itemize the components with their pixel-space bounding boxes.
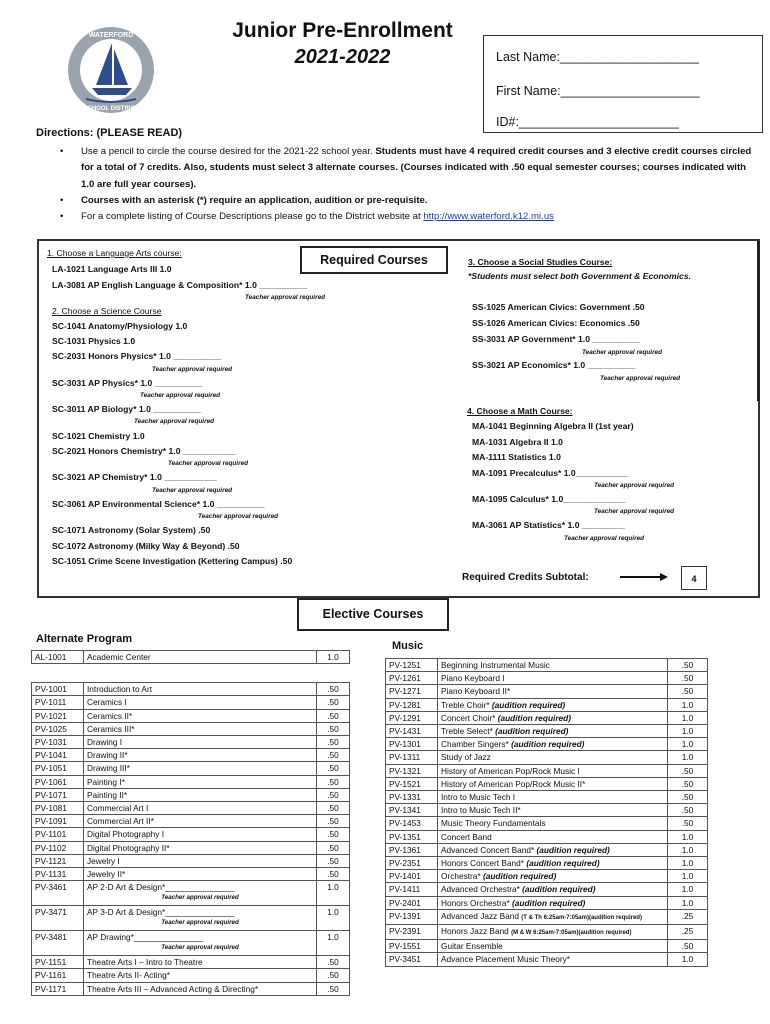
table-row[interactable]: PV-1301 Chamber Singers* (audition required) 1.0 bbox=[386, 738, 708, 751]
course-option[interactable]: MA-1091 Precalculus* 1.0___________ bbox=[472, 468, 629, 478]
table-row[interactable]: PV-1051 Drawing III* .50 bbox=[32, 762, 350, 775]
page-title: Junior Pre-Enrollment bbox=[232, 19, 453, 42]
last-name-field[interactable]: Last Name:____________________ bbox=[496, 50, 699, 64]
table-row[interactable]: PV-1391 Advanced Jazz Band (T & Th 6:25am-7:05am)(audition required) .25 bbox=[386, 909, 708, 924]
student-info-box bbox=[483, 35, 763, 133]
course-option[interactable]: SS-3031 AP Government* 1.0 __________ bbox=[472, 334, 641, 344]
list-item: • Courses with an asterisk (*) require an application, audition or pre-requisite. bbox=[60, 193, 760, 209]
table-row[interactable]: PV-1041 Drawing II* .50 bbox=[32, 749, 350, 762]
table-row[interactable]: PV-1071 Painting II* .50 bbox=[32, 788, 350, 801]
table-row[interactable]: PV-1551 Guitar Ensemble .50 bbox=[386, 940, 708, 953]
table-row[interactable]: PV-2391 Honors Jazz Band (M & W 6:25am-7:05am)(audition required) .25 bbox=[386, 925, 708, 940]
logo-text-top: WATERFORD bbox=[88, 32, 134, 39]
required-courses-header: Required Courses bbox=[300, 246, 448, 274]
approval-note: Teacher approval required bbox=[564, 535, 645, 542]
table-row[interactable]: PV-1521 History of American Pop/Rock Music II* .50 bbox=[386, 777, 708, 790]
table-row[interactable]: PV-1161 Theatre Arts II- Acting* .50 bbox=[32, 969, 350, 982]
table-row[interactable]: PV-1321 History of American Pop/Rock Music I .50 bbox=[386, 764, 708, 777]
course-option[interactable]: MA-1031 Algebra II 1.0 bbox=[472, 437, 563, 447]
approval-note: Teacher approval required bbox=[152, 366, 233, 373]
course-option[interactable]: LA-1021 Language Arts III 1.0 bbox=[52, 264, 172, 274]
approval-note: Teacher approval required bbox=[594, 482, 675, 489]
first-name-field[interactable]: First Name:____________________ bbox=[496, 84, 700, 98]
credits-subtotal-label: Required Credits Subtotal: bbox=[462, 572, 589, 583]
table-row[interactable]: PV-2401 Honors Orchestra* (audition required) 1.0 bbox=[386, 896, 708, 909]
table-row[interactable]: PV-1341 Intro to Music Tech II* .50 bbox=[386, 804, 708, 817]
table-row[interactable]: PV-1261 Piano Keyboard I .50 bbox=[386, 672, 708, 685]
la-title: 1. Choose a Language Arts course: bbox=[47, 248, 182, 258]
science-title: 2. Choose a Science Course bbox=[52, 306, 162, 316]
table-row[interactable]: PV-1025 Ceramics III* .50 bbox=[32, 722, 350, 735]
music-title: Music bbox=[392, 640, 424, 652]
approval-note: Teacher approval required bbox=[600, 375, 681, 382]
table-row[interactable]: PV-1031 Drawing I .50 bbox=[32, 736, 350, 749]
ss-note: *Students must select both Government & Economics. bbox=[468, 271, 692, 281]
table-row[interactable]: PV-1281 Treble Choir* (audition required) 1.0 bbox=[386, 698, 708, 711]
table-row[interactable]: PV-1401 Orchestra* (audition required) 1.0 bbox=[386, 870, 708, 883]
table-row[interactable]: PV-1361 Advanced Concert Band* (audition required) 1.0 bbox=[386, 843, 708, 856]
math-title: 4. Choose a Math Course: bbox=[467, 406, 573, 416]
table-row[interactable]: PV-1061 Painting I* .50 bbox=[32, 775, 350, 788]
course-option[interactable]: SC-2021 Honors Chemistry* 1.0 ___________ bbox=[52, 446, 236, 456]
course-option[interactable]: MA-1095 Calculus* 1.0_____________ bbox=[472, 494, 626, 504]
approval-note: Teacher approval required bbox=[594, 508, 675, 515]
school-year: 2021-2022 bbox=[294, 46, 391, 68]
course-option[interactable]: SC-1072 Astronomy (Milky Way & Beyond) .50 bbox=[52, 541, 240, 551]
table-row[interactable]: PV-1081 Commercial Art I .50 bbox=[32, 802, 350, 815]
table-row[interactable]: PV-1171 Theatre Arts III – Advanced Acting & Directing* .50 bbox=[32, 982, 350, 995]
table-row[interactable]: PV-3451 Advance Placement Music Theory* 1.0 bbox=[386, 953, 708, 966]
table-row[interactable]: PV-1151 Theatre Arts I – Intro to Theatre .50 bbox=[32, 956, 350, 969]
table-row[interactable]: PV-1271 Piano Keyboard II* .50 bbox=[386, 685, 708, 698]
table-row[interactable]: PV-3471 AP 3-D Art & Design*_______________ Teacher approval required 1.0 bbox=[32, 906, 350, 931]
table-row[interactable]: PV-3461 AP 2-D Art & Design*_______________ Teacher approval required 1.0 bbox=[32, 881, 350, 906]
course-option[interactable]: MA-1111 Statistics 1.0 bbox=[472, 452, 561, 462]
course-option[interactable]: SC-1071 Astronomy (Solar System) .50 bbox=[52, 525, 211, 535]
course-option[interactable]: SC-1031 Physics 1.0 bbox=[52, 336, 136, 346]
table-row[interactable]: PV-1102 Digital Photography II* .50 bbox=[32, 841, 350, 854]
course-option[interactable]: SC-1041 Anatomy/Physiology 1.0 bbox=[52, 321, 188, 331]
course-option[interactable]: SC-3061 AP Environmental Science* 1.0 __________ bbox=[52, 499, 265, 509]
list-item: • For a complete listing of Course Descriptions please go to the District website at http://www.waterford.k12.mi.us bbox=[60, 209, 760, 225]
music-table bbox=[385, 658, 708, 967]
course-option[interactable]: SC-2031 Honors Physics* 1.0 __________ bbox=[52, 351, 222, 361]
table-row[interactable]: PV-1411 Advanced Orchestra* (audition required) 1.0 bbox=[386, 883, 708, 896]
page-title-block bbox=[200, 18, 485, 70]
approval-note: Teacher approval required bbox=[140, 392, 221, 399]
elective-courses-header: Elective Courses bbox=[297, 598, 449, 631]
table-row[interactable]: PV-2351 Honors Concert Band* (audition required) 1.0 bbox=[386, 857, 708, 870]
course-option[interactable]: MA-3061 AP Statistics* 1.0 _________ bbox=[472, 520, 625, 530]
approval-note: Teacher approval required bbox=[245, 294, 326, 301]
table-row[interactable]: PV-1131 Jewelry II* .50 bbox=[32, 868, 350, 881]
table-row[interactable]: PV-1453 Music Theory Fundamentals .50 bbox=[386, 817, 708, 830]
district-website-link[interactable]: http://www.waterford.k12.mi.us bbox=[423, 211, 554, 223]
table-row[interactable]: PV-1001 Introduction to Art .50 bbox=[32, 683, 350, 696]
credits-subtotal-value: 4 bbox=[681, 566, 707, 590]
course-option[interactable]: SS-3021 AP Economics* 1.0 __________ bbox=[472, 360, 636, 370]
course-option[interactable]: SC-3031 AP Physics* 1.0 __________ bbox=[52, 378, 203, 388]
logo-text-bottom: SCHOOL DISTRICT bbox=[83, 106, 139, 112]
table-row[interactable]: PV-1431 Treble Select* (audition required) 1.0 bbox=[386, 725, 708, 738]
id-field[interactable]: ID#:_______________________ bbox=[496, 115, 679, 129]
course-option[interactable]: SS-1025 American Civics: Government .50 bbox=[472, 302, 645, 312]
approval-note: Teacher approval required bbox=[198, 513, 279, 520]
table-row[interactable]: PV-1121 Jewelry I .50 bbox=[32, 854, 350, 867]
table-row[interactable]: PV-1351 Concert Band 1.0 bbox=[386, 830, 708, 843]
approval-note: Teacher approval required bbox=[582, 349, 663, 356]
course-option[interactable]: MA-1041 Beginning Algebra II (1st year) bbox=[472, 421, 634, 431]
list-item: • Use a pencil to circle the course desired for the 2021-22 school year. Students must have 4 required credit courses and 3 elective credit courses circled for a total of 7 credits. Also, students must select 3 alternate courses. (Courses indicated with .50 equal semester courses; courses indicated with 1.0 are full year courses). bbox=[60, 144, 760, 193]
table-row[interactable]: PV-1011 Ceramics I .50 bbox=[32, 696, 350, 709]
table-row[interactable]: PV-1021 Ceramics II* .50 bbox=[32, 709, 350, 722]
waterford-logo bbox=[66, 25, 156, 115]
approval-note: Teacher approval required bbox=[134, 418, 215, 425]
table-row[interactable]: PV-1331 Intro to Music Tech I .50 bbox=[386, 791, 708, 804]
approval-note: Teacher approval required bbox=[152, 487, 233, 494]
table-row[interactable]: AL-1001 Academic Center 1.0 bbox=[32, 651, 350, 664]
ss-title: 3. Choose a Social Studies Course: bbox=[468, 257, 613, 267]
course-option[interactable]: SC-1021 Chemistry 1.0 bbox=[52, 431, 145, 441]
approval-note: Teacher approval required bbox=[168, 460, 249, 467]
table-row[interactable]: PV-1311 Study of Jazz 1.0 bbox=[386, 751, 708, 764]
table-row[interactable]: PV-1291 Concert Choir* (audition required) 1.0 bbox=[386, 711, 708, 724]
course-option[interactable]: LA-3081 AP English Language & Composition* 1.0 __________ bbox=[52, 280, 308, 290]
arrow-right-icon bbox=[620, 576, 662, 578]
directions-heading: Directions: (PLEASE READ) bbox=[36, 127, 183, 139]
directions-list bbox=[60, 144, 760, 225]
table-row[interactable]: PV-1251 Beginning Instrumental Music .50 bbox=[386, 659, 708, 672]
table-row[interactable]: PV-1101 Digital Photography I .50 bbox=[32, 828, 350, 841]
elective-left-table bbox=[31, 650, 350, 996]
course-option[interactable]: SC-1051 Crime Scene Investigation (Kettering Campus) .50 bbox=[52, 556, 293, 566]
table-row[interactable]: PV-3481 AP Drawing*_______________ Teacher approval required 1.0 bbox=[32, 931, 350, 956]
alternate-program-title: Alternate Program bbox=[36, 633, 132, 645]
course-option[interactable]: SC-3011 AP Biology* 1.0 __________ bbox=[52, 404, 202, 414]
course-option[interactable]: SS-1026 American Civics: Economics .50 bbox=[472, 318, 640, 328]
table-row[interactable]: PV-1091 Commercial Art II* .50 bbox=[32, 815, 350, 828]
course-option[interactable]: SC-3021 AP Chemistry* 1.0 ___________ bbox=[52, 472, 217, 482]
